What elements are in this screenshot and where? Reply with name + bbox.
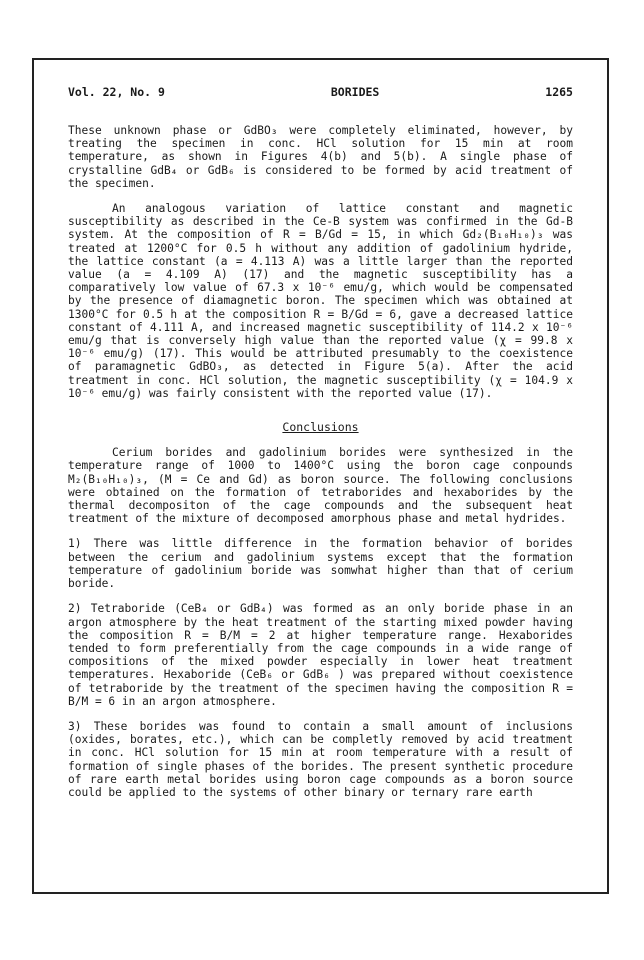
- paragraph-1: These unknown phase or GdBO₃ were completely eliminated, however, by treating the specimen in conc. HCl solution for 15 min at room temperature, as shown in Figures 4(b) and 5(b). A single phase of crystalline GdB₄ or GdB₆ is considered to be formed by acid treatment of the specimen.: [68, 124, 573, 190]
- conclusion-item-2: 2) Tetraboride (CeB₄ or GdB₄) was formed as an only boride phase in an argon atmosphere by the heat treatment of the starting mixed powder having the composition R = B/M = 2 at higher temperature range. Hexaborides tended to form preferentially from the cage compounds in a wide range of compositions of the mixed powder especially in lower heat treatment temperatures. Hexaboride (CeB₆ or GdB₆ ) was prepared without coexistence of tetraboride by the treatment of the specimen having the composition R = B/M = 6 in an argon atmosphere.: [68, 602, 573, 708]
- running-header: [68, 85, 573, 99]
- journal-volume: Vol. 22, No. 9: [68, 85, 165, 99]
- paragraph-3: Cerium borides and gadolinium borides were synthesized in the temperature range of 1000 to 1400°C using the boron cage conpounds M₂(B₁₀H₁₀)₃, (M = Ce and Gd) as boron source. The following conclusions were obtained on the formation of tetraborides and hexaborides by the thermal decompositon of the cage compounds and the subsequent heat treatment of the mixture of decomposed amorphous phase and metal hydrides.: [68, 446, 573, 526]
- conclusion-item-3: 3) These borides was found to contain a small amount of inclusions (oxides, borates, etc.), which can be completly removed by acid treatment in conc. HCl solution for 15 min at room temperature with a result of formation of single phases of the borides. The present synthetic procedure of rare earth metal borides using boron cage compounds as a boron source could be applied to the systems of other binary or ternary rare earth: [68, 719, 573, 799]
- paragraph-2: An analogous variation of lattice constant and magnetic susceptibility as described in the Ce-B system was confirmed in the Gd-B system. At the composition of R = B/Gd = 15, in which Gd₂(B₁₀H₁₀)₃ was treated at 1200°C for 0.5 h without any addition of gadolinium hydride, the lattice constant (a = 4.113 A) was a little larger than the reported value (a = 4.109 A) (17) and the magnetic susceptibility has a comparatively low value of 67.3 x 10⁻⁶ emu/g, which would be compensated by the presence of diamagnetic boron. The specimen which was obtained at 1300°C for 0.5 h at the composition R = B/Gd = 6, gave a decreased lattice constant of 4.111 A, and increased magnetic susceptibility of 114.2 x 10⁻⁶ emu/g that is conversely high value than the reported value (χ = 99.8 x 10⁻⁶ emu/g) (17). This would be attributed presumably to the coexistence of paramagnetic GdBO₃, as detected in Figure 5(a). After the acid treatment in conc. HCl solution, the magnetic susceptibility (χ = 104.9 x 10⁻⁶ emu/g) was fairly consistent with the reported value (17).: [68, 202, 573, 400]
- page-frame: [32, 58, 609, 894]
- body-text: [68, 124, 573, 811]
- conclusion-item-1: 1) There was little difference in the formation behavior of borides between the cerium and gadolinium systems except that the formation temperature of gadolinium boride was somwhat higher than that of cerium boride.: [68, 537, 573, 591]
- running-title: BORIDES: [330, 85, 380, 99]
- section-title-conclusions: Conclusions: [282, 420, 359, 435]
- page-number: 1265: [545, 85, 573, 99]
